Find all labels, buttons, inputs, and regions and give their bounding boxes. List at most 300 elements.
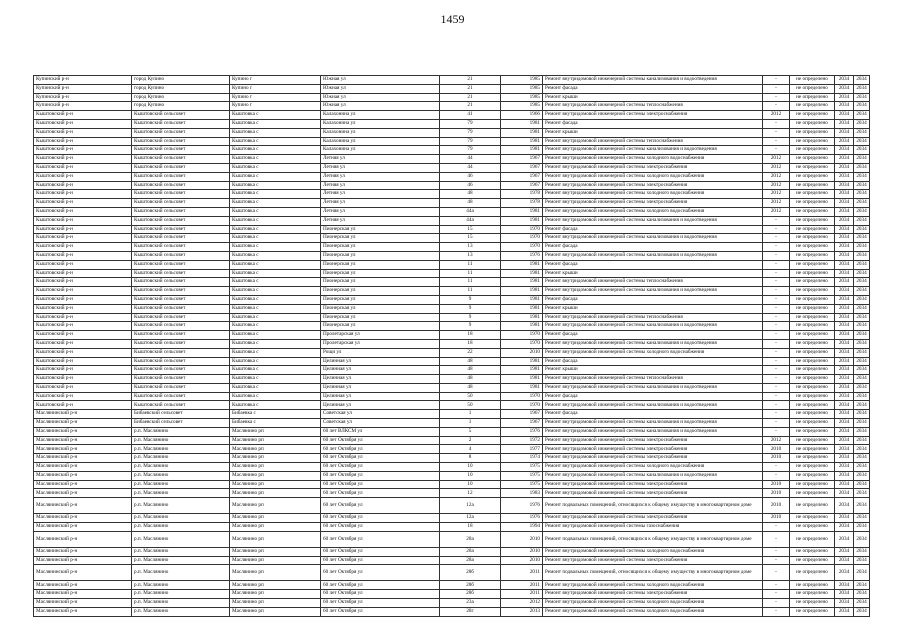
cell-plan-start: 2034 bbox=[835, 531, 854, 547]
cell-repair-cost: не определено bbox=[790, 269, 835, 278]
cell-plan-start: 2034 bbox=[835, 295, 854, 304]
cell-year-built: 1981 bbox=[501, 269, 543, 278]
cell-settlement: Кыштовка с bbox=[230, 111, 321, 120]
cell-last-repair-year: - bbox=[763, 427, 790, 436]
cell-house-number: 12а bbox=[440, 514, 501, 523]
cell-plan-start: 2034 bbox=[835, 128, 854, 137]
cell-year-built: 1976 bbox=[501, 498, 543, 514]
cell-repair-cost: не определено bbox=[790, 607, 835, 616]
cell-year-built: 1967 bbox=[501, 163, 543, 172]
cell-work-type: Ремонт внутридомовой инженерной системы холодного водоснабжения bbox=[543, 190, 763, 199]
cell-street: Пионерская ул bbox=[321, 225, 440, 234]
cell-plan-end: 2034 bbox=[854, 410, 870, 419]
cell-year-built: 1976 bbox=[501, 251, 543, 260]
cell-municipality: Кыштовский сельсовет bbox=[132, 119, 230, 128]
cell-plan-end: 2034 bbox=[854, 172, 870, 181]
cell-plan-start: 2034 bbox=[835, 489, 854, 498]
cell-repair-cost: не определено bbox=[790, 357, 835, 366]
cell-plan-start: 2034 bbox=[835, 304, 854, 313]
cell-district: Кыштовский р-н bbox=[34, 119, 132, 128]
cell-work-type: Ремонт внутридомовой инженерной системы холодного водоснабжения bbox=[543, 581, 763, 590]
cell-municipality: Кыштовский сельсовет bbox=[132, 401, 230, 410]
cell-municipality: р.п. Маслянино bbox=[132, 480, 230, 489]
cell-last-repair-year: 2012 bbox=[763, 190, 790, 199]
cell-last-repair-year: - bbox=[763, 357, 790, 366]
cell-repair-cost: не определено bbox=[790, 436, 835, 445]
cell-work-type: Ремонт внутридомовой инженерной системы холодного водоснабжения bbox=[543, 607, 763, 616]
cell-settlement: Маслянино рп bbox=[230, 436, 321, 445]
cell-house-number: 13 bbox=[440, 251, 501, 260]
cell-plan-end: 2034 bbox=[854, 269, 870, 278]
cell-plan-start: 2034 bbox=[835, 278, 854, 287]
cell-settlement: Маслянино рп bbox=[230, 498, 321, 514]
cell-work-type: Ремонт внутридомовой инженерной системы канализования и водоотведения bbox=[543, 322, 763, 331]
cell-repair-cost: не определено bbox=[790, 181, 835, 190]
cell-plan-start: 2034 bbox=[835, 581, 854, 590]
cell-work-type: Ремонт крыши bbox=[543, 269, 763, 278]
cell-municipality: р.п. Маслянино bbox=[132, 581, 230, 590]
cell-plan-end: 2034 bbox=[854, 199, 870, 208]
table-row bbox=[34, 498, 870, 514]
cell-work-type: Ремонт подвальных помещений, относящихся к общему имуществу в многоквартирном доме bbox=[543, 565, 763, 581]
cell-plan-start: 2034 bbox=[835, 436, 854, 445]
cell-plan-end: 2034 bbox=[854, 322, 870, 331]
cell-municipality: Кыштовский сельсовет bbox=[132, 366, 230, 375]
cell-plan-end: 2034 bbox=[854, 607, 870, 616]
cell-house-number: 23а bbox=[440, 599, 501, 608]
cell-repair-cost: не определено bbox=[790, 207, 835, 216]
cell-settlement: Маслянино рп bbox=[230, 590, 321, 599]
cell-district: Маслянинский р-н bbox=[34, 523, 132, 532]
table-row bbox=[34, 531, 870, 547]
cell-year-built: 2010 bbox=[501, 547, 543, 556]
cell-settlement: Кыштовка с bbox=[230, 375, 321, 384]
cell-settlement: Бибаевка с bbox=[230, 419, 321, 428]
table-row bbox=[34, 207, 870, 216]
cell-house-number: 28а bbox=[440, 556, 501, 565]
cell-district: Кыштовский р-н bbox=[34, 137, 132, 146]
cell-street: Рощи ул bbox=[321, 348, 440, 357]
cell-plan-start: 2034 bbox=[835, 445, 854, 454]
cell-settlement: Кыштовка с bbox=[230, 339, 321, 348]
cell-last-repair-year: 2012 bbox=[763, 111, 790, 120]
cell-plan-end: 2034 bbox=[854, 304, 870, 313]
cell-house-number: 44 bbox=[440, 163, 501, 172]
cell-work-type: Ремонт фасада bbox=[543, 331, 763, 340]
cell-municipality: Кыштовский сельсовет bbox=[132, 331, 230, 340]
cell-plan-end: 2034 bbox=[854, 102, 870, 111]
cell-plan-end: 2034 bbox=[854, 111, 870, 120]
cell-house-number: 4 bbox=[440, 445, 501, 454]
cell-street: Пролетарская ул bbox=[321, 331, 440, 340]
cell-last-repair-year: 2010 bbox=[763, 514, 790, 523]
cell-district: Маслянинский р-н bbox=[34, 480, 132, 489]
cell-plan-end: 2034 bbox=[854, 454, 870, 463]
cell-plan-start: 2034 bbox=[835, 383, 854, 392]
cell-year-built: 1970 bbox=[501, 331, 543, 340]
cell-district: Маслянинский р-н bbox=[34, 556, 132, 565]
table-row bbox=[34, 581, 870, 590]
cell-plan-end: 2034 bbox=[854, 445, 870, 454]
cell-last-repair-year: - bbox=[763, 137, 790, 146]
table-row bbox=[34, 471, 870, 480]
cell-settlement: Кыштовка с bbox=[230, 313, 321, 322]
cell-settlement: Маслянино рп bbox=[230, 565, 321, 581]
cell-municipality: Кыштовский сельсовет bbox=[132, 243, 230, 252]
cell-work-type: Ремонт внутридомовой инженерной системы канализования и водоотведения bbox=[543, 76, 763, 85]
cell-last-repair-year: - bbox=[763, 547, 790, 556]
cell-year-built: 1994 bbox=[501, 523, 543, 532]
cell-plan-start: 2034 bbox=[835, 260, 854, 269]
cell-plan-start: 2034 bbox=[835, 419, 854, 428]
cell-municipality: город Купино bbox=[132, 76, 230, 85]
cell-settlement: Кыштовка с bbox=[230, 199, 321, 208]
cell-street: Пионерская ул bbox=[321, 260, 440, 269]
cell-district: Маслянинский р-н bbox=[34, 599, 132, 608]
cell-district: Кыштовский р-н bbox=[34, 287, 132, 296]
cell-district: Купинский р-н bbox=[34, 76, 132, 85]
cell-district: Кыштовский р-н bbox=[34, 251, 132, 260]
cell-settlement: Маслянино рп bbox=[230, 454, 321, 463]
cell-work-type: Ремонт внутридомовой инженерной системы холодного водоснабжения bbox=[543, 155, 763, 164]
cell-year-built: 1975 bbox=[501, 480, 543, 489]
cell-plan-end: 2034 bbox=[854, 331, 870, 340]
cell-work-type: Ремонт внутридомовой инженерной системы канализования и водоотведения bbox=[543, 427, 763, 436]
cell-street: Калахонина ул bbox=[321, 146, 440, 155]
table-row bbox=[34, 199, 870, 208]
cell-work-type: Ремонт внутридомовой инженерной системы электроснабжения bbox=[543, 489, 763, 498]
cell-plan-end: 2034 bbox=[854, 565, 870, 581]
cell-settlement: Кыштовка с bbox=[230, 401, 321, 410]
cell-district: Купинский р-н bbox=[34, 93, 132, 102]
cell-settlement: Маслянино рп bbox=[230, 445, 321, 454]
cell-settlement: Маслянино рп bbox=[230, 607, 321, 616]
cell-district: Кыштовский р-н bbox=[34, 199, 132, 208]
cell-work-type: Ремонт внутридомовой инженерной системы канализования и водоотведения bbox=[543, 251, 763, 260]
cell-settlement: Кыштовка с bbox=[230, 243, 321, 252]
table-row bbox=[34, 243, 870, 252]
cell-district: Кыштовский р-н bbox=[34, 313, 132, 322]
table-row bbox=[34, 313, 870, 322]
table-row bbox=[34, 251, 870, 260]
cell-settlement: Маслянино рп bbox=[230, 599, 321, 608]
cell-repair-cost: не определено bbox=[790, 84, 835, 93]
cell-plan-start: 2034 bbox=[835, 463, 854, 472]
table-row bbox=[34, 181, 870, 190]
cell-house-number: 44а bbox=[440, 207, 501, 216]
cell-year-built: 1970 bbox=[501, 243, 543, 252]
cell-repair-cost: не определено bbox=[790, 471, 835, 480]
cell-plan-start: 2034 bbox=[835, 392, 854, 401]
cell-last-repair-year: - bbox=[763, 471, 790, 480]
cell-street: Советская ул bbox=[321, 419, 440, 428]
table-row bbox=[34, 565, 870, 581]
cell-municipality: Кыштовский сельсовет bbox=[132, 128, 230, 137]
cell-last-repair-year: - bbox=[763, 216, 790, 225]
cell-municipality: Кыштовский сельсовет bbox=[132, 304, 230, 313]
cell-house-number: 46 bbox=[440, 172, 501, 181]
cell-plan-end: 2034 bbox=[854, 375, 870, 384]
cell-house-number: 79 bbox=[440, 119, 501, 128]
cell-plan-end: 2034 bbox=[854, 427, 870, 436]
table-row bbox=[34, 523, 870, 532]
cell-repair-cost: не определено bbox=[790, 348, 835, 357]
cell-settlement: Маслянино рп bbox=[230, 480, 321, 489]
cell-street: Калахонина ул bbox=[321, 128, 440, 137]
cell-work-type: Ремонт внутридомовой инженерной системы холодного водоснабжения bbox=[543, 547, 763, 556]
cell-settlement: Кыштовка с bbox=[230, 348, 321, 357]
table-row bbox=[34, 93, 870, 102]
cell-work-type: Ремонт внутридомовой инженерной системы электроснабжения bbox=[543, 480, 763, 489]
cell-street: Летняя ул bbox=[321, 207, 440, 216]
cell-municipality: р.п. Маслянино bbox=[132, 556, 230, 565]
cell-district: Кыштовский р-н bbox=[34, 375, 132, 384]
cell-settlement: Кыштовка с bbox=[230, 137, 321, 146]
cell-repair-cost: не определено bbox=[790, 278, 835, 287]
cell-repair-cost: не определено bbox=[790, 445, 835, 454]
cell-district: Кыштовский р-н bbox=[34, 111, 132, 120]
cell-work-type: Ремонт внутридомовой инженерной системы теплоснабжения bbox=[543, 137, 763, 146]
cell-work-type: Ремонт внутридомовой инженерной системы электроснабжения bbox=[543, 514, 763, 523]
cell-district: Кыштовский р-н bbox=[34, 172, 132, 181]
cell-last-repair-year: - bbox=[763, 463, 790, 472]
cell-plan-end: 2034 bbox=[854, 287, 870, 296]
cell-municipality: р.п. Маслянино bbox=[132, 454, 230, 463]
cell-street: Пионерская ул bbox=[321, 295, 440, 304]
cell-repair-cost: не определено bbox=[790, 463, 835, 472]
cell-year-built: 1981 bbox=[501, 278, 543, 287]
cell-repair-cost: не определено bbox=[790, 93, 835, 102]
cell-work-type: Ремонт внутридомовой инженерной системы газоснабжения bbox=[543, 523, 763, 532]
cell-year-built: 1967 bbox=[501, 172, 543, 181]
table-row bbox=[34, 375, 870, 384]
cell-street: Летняя ул bbox=[321, 181, 440, 190]
cell-year-built: 1981 bbox=[501, 375, 543, 384]
cell-repair-cost: не определено bbox=[790, 313, 835, 322]
cell-plan-end: 2034 bbox=[854, 383, 870, 392]
cell-plan-end: 2034 bbox=[854, 366, 870, 375]
table-row bbox=[34, 366, 870, 375]
cell-year-built: 1985 bbox=[501, 102, 543, 111]
cell-work-type: Ремонт фасада bbox=[543, 243, 763, 252]
cell-last-repair-year: - bbox=[763, 410, 790, 419]
cell-work-type: Ремонт внутридомовой инженерной системы теплоснабжения bbox=[543, 102, 763, 111]
cell-municipality: Кыштовский сельсовет bbox=[132, 216, 230, 225]
cell-house-number: 21 bbox=[440, 102, 501, 111]
cell-repair-cost: не определено bbox=[790, 304, 835, 313]
cell-plan-end: 2034 bbox=[854, 163, 870, 172]
cell-settlement: Кыштовка с bbox=[230, 357, 321, 366]
cell-district: Купинский р-н bbox=[34, 102, 132, 111]
cell-district: Маслянинский р-н bbox=[34, 471, 132, 480]
cell-municipality: Кыштовский сельсовет bbox=[132, 225, 230, 234]
cell-work-type: Ремонт внутридомовой инженерной системы холодного водоснабжения bbox=[543, 172, 763, 181]
cell-plan-end: 2034 bbox=[854, 556, 870, 565]
cell-house-number: 9 bbox=[440, 313, 501, 322]
cell-year-built: 1981 bbox=[501, 304, 543, 313]
cell-settlement: Маслянино рп bbox=[230, 489, 321, 498]
cell-plan-start: 2034 bbox=[835, 119, 854, 128]
cell-repair-cost: не определено bbox=[790, 392, 835, 401]
cell-repair-cost: не определено bbox=[790, 287, 835, 296]
table-row bbox=[34, 392, 870, 401]
cell-repair-cost: не определено bbox=[790, 375, 835, 384]
cell-street: 60 лет Октября ул bbox=[321, 454, 440, 463]
cell-last-repair-year: - bbox=[763, 331, 790, 340]
cell-plan-start: 2034 bbox=[835, 547, 854, 556]
cell-street: 60 лет Октября ул bbox=[321, 436, 440, 445]
cell-repair-cost: не определено bbox=[790, 366, 835, 375]
cell-year-built: 1981 bbox=[501, 137, 543, 146]
cell-municipality: Бибаевский сельсовет bbox=[132, 419, 230, 428]
cell-last-repair-year: - bbox=[763, 234, 790, 243]
table-row bbox=[34, 410, 870, 419]
cell-district: Кыштовский р-н bbox=[34, 295, 132, 304]
cell-work-type: Ремонт внутридомовой инженерной системы теплоснабжения bbox=[543, 375, 763, 384]
cell-settlement: Кыштовка с bbox=[230, 155, 321, 164]
cell-district: Кыштовский р-н bbox=[34, 304, 132, 313]
table-row bbox=[34, 436, 870, 445]
table-row bbox=[34, 172, 870, 181]
cell-house-number: 8 bbox=[440, 454, 501, 463]
cell-settlement: Кыштовка с bbox=[230, 383, 321, 392]
cell-house-number: 28а bbox=[440, 531, 501, 547]
cell-house-number: 79 bbox=[440, 137, 501, 146]
cell-year-built: 2012 bbox=[501, 599, 543, 608]
cell-plan-end: 2034 bbox=[854, 581, 870, 590]
table-row bbox=[34, 489, 870, 498]
cell-house-number: 21 bbox=[440, 76, 501, 85]
cell-last-repair-year: - bbox=[763, 76, 790, 85]
cell-district: Кыштовский р-н bbox=[34, 366, 132, 375]
cell-settlement: Кыштовка с bbox=[230, 190, 321, 199]
cell-district: Маслянинский р-н bbox=[34, 514, 132, 523]
cell-municipality: р.п. Маслянино bbox=[132, 436, 230, 445]
cell-plan-start: 2034 bbox=[835, 216, 854, 225]
cell-municipality: Кыштовский сельсовет bbox=[132, 357, 230, 366]
cell-year-built: 1981 bbox=[501, 260, 543, 269]
cell-street: Пионерская ул bbox=[321, 234, 440, 243]
cell-street: 60 лет Октября ул bbox=[321, 607, 440, 616]
cell-street: Целинная ул bbox=[321, 357, 440, 366]
cell-settlement: Маслянино рп bbox=[230, 523, 321, 532]
cell-house-number: 21 bbox=[440, 93, 501, 102]
cell-year-built: 1970 bbox=[501, 401, 543, 410]
cell-plan-start: 2034 bbox=[835, 102, 854, 111]
cell-last-repair-year: 2010 bbox=[763, 498, 790, 514]
cell-repair-cost: не определено bbox=[790, 565, 835, 581]
cell-house-number: 10 bbox=[440, 463, 501, 472]
cell-district: Маслянинский р-н bbox=[34, 410, 132, 419]
cell-year-built: 1967 bbox=[501, 155, 543, 164]
cell-work-type: Ремонт внутридомовой инженерной системы электроснабжения bbox=[543, 111, 763, 120]
cell-plan-end: 2034 bbox=[854, 137, 870, 146]
cell-plan-start: 2034 bbox=[835, 599, 854, 608]
cell-house-number: 48 bbox=[440, 357, 501, 366]
cell-repair-cost: не определено bbox=[790, 137, 835, 146]
cell-plan-end: 2034 bbox=[854, 498, 870, 514]
cell-last-repair-year: - bbox=[763, 269, 790, 278]
cell-settlement: Кыштовка с bbox=[230, 146, 321, 155]
cell-work-type: Ремонт внутридомовой инженерной системы канализования и водоотведения bbox=[543, 383, 763, 392]
table-row bbox=[34, 269, 870, 278]
cell-last-repair-year: - bbox=[763, 225, 790, 234]
cell-year-built: 1981 bbox=[501, 287, 543, 296]
cell-municipality: р.п. Маслянино bbox=[132, 599, 230, 608]
cell-settlement: Кыштовка с bbox=[230, 225, 321, 234]
cell-district: Маслянинский р-н bbox=[34, 590, 132, 599]
cell-year-built: 1978 bbox=[501, 190, 543, 199]
cell-municipality: Кыштовский сельсовет bbox=[132, 295, 230, 304]
cell-house-number: 11 bbox=[440, 260, 501, 269]
cell-plan-end: 2034 bbox=[854, 401, 870, 410]
cell-work-type: Ремонт внутридомовой инженерной системы канализования и водоотведения bbox=[543, 401, 763, 410]
cell-house-number: 44а bbox=[440, 216, 501, 225]
cell-district: Кыштовский р-н bbox=[34, 357, 132, 366]
cell-last-repair-year: - bbox=[763, 243, 790, 252]
cell-plan-end: 2034 bbox=[854, 76, 870, 85]
cell-plan-end: 2034 bbox=[854, 295, 870, 304]
cell-district: Кыштовский р-н bbox=[34, 207, 132, 216]
cell-plan-start: 2034 bbox=[835, 251, 854, 260]
cell-street: Пионерская ул bbox=[321, 304, 440, 313]
cell-plan-start: 2034 bbox=[835, 111, 854, 120]
table-row bbox=[34, 128, 870, 137]
cell-house-number: 28г bbox=[440, 607, 501, 616]
cell-last-repair-year: - bbox=[763, 84, 790, 93]
cell-work-type: Ремонт подвальных помещений, относящихся к общему имуществу в многоквартирном доме bbox=[543, 498, 763, 514]
table-row bbox=[34, 119, 870, 128]
cell-last-repair-year: - bbox=[763, 295, 790, 304]
cell-repair-cost: не определено bbox=[790, 556, 835, 565]
cell-settlement: Кыштовка с bbox=[230, 260, 321, 269]
cell-repair-cost: не определено bbox=[790, 590, 835, 599]
cell-plan-start: 2034 bbox=[835, 84, 854, 93]
cell-municipality: город Купино bbox=[132, 102, 230, 111]
table-row bbox=[34, 607, 870, 616]
cell-street: Целинная ул bbox=[321, 383, 440, 392]
cell-repair-cost: не определено bbox=[790, 76, 835, 85]
cell-year-built: 1985 bbox=[501, 76, 543, 85]
cell-year-built: 2013 bbox=[501, 607, 543, 616]
cell-plan-start: 2034 bbox=[835, 207, 854, 216]
cell-last-repair-year: - bbox=[763, 392, 790, 401]
table-row bbox=[34, 463, 870, 472]
cell-street: Летняя ул bbox=[321, 172, 440, 181]
cell-street: 60 лет Октября ул bbox=[321, 565, 440, 581]
cell-year-built: 1970 bbox=[501, 392, 543, 401]
cell-work-type: Ремонт внутридомовой инженерной системы электроснабжения bbox=[543, 163, 763, 172]
cell-repair-cost: не определено bbox=[790, 427, 835, 436]
cell-settlement: Кыштовка с bbox=[230, 392, 321, 401]
cell-year-built: 2010 bbox=[501, 531, 543, 547]
cell-municipality: город Купино bbox=[132, 93, 230, 102]
cell-street: 60 лет Октября ул bbox=[321, 531, 440, 547]
cell-plan-start: 2034 bbox=[835, 590, 854, 599]
cell-plan-start: 2034 bbox=[835, 181, 854, 190]
cell-house-number: 48 bbox=[440, 375, 501, 384]
cell-district: Маслянинский р-н bbox=[34, 607, 132, 616]
cell-plan-start: 2034 bbox=[835, 146, 854, 155]
cell-house-number: 9 bbox=[440, 322, 501, 331]
cell-street: Летняя ул bbox=[321, 199, 440, 208]
cell-year-built: 2010 bbox=[501, 556, 543, 565]
cell-last-repair-year: - bbox=[763, 581, 790, 590]
table-row bbox=[34, 322, 870, 331]
table-row bbox=[34, 383, 870, 392]
cell-municipality: Кыштовский сельсовет bbox=[132, 313, 230, 322]
cell-last-repair-year: - bbox=[763, 401, 790, 410]
